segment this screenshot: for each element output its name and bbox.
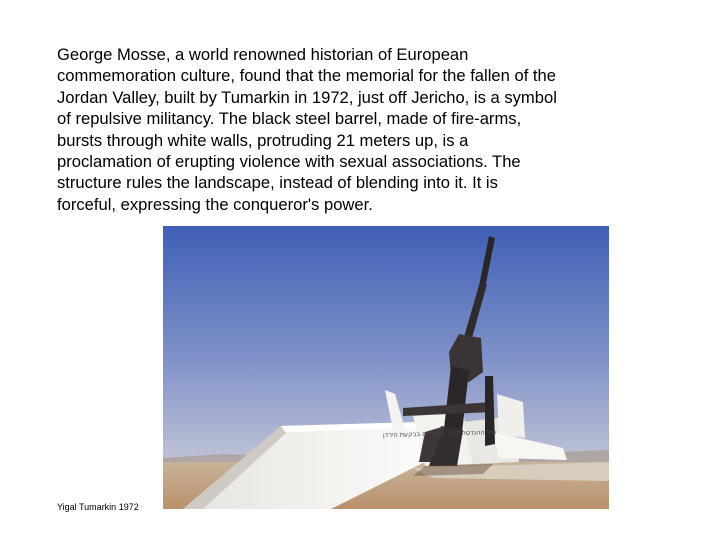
paragraph-line: George Mosse, a world renowned historian of European (57, 45, 469, 64)
wall-inscription: חיל ההנדסה לזכר הנופלים בבקעת הירדן (382, 428, 497, 439)
body-paragraph (57, 44, 667, 215)
paragraph-line: structure rules the landscape, instead of blending into it. It is (57, 173, 498, 193)
paragraph-line: proclamation of erupting violence with sexual associations. The (57, 152, 521, 172)
photo-caption: Yigal Tumarkin 1972 (57, 502, 139, 512)
memorial-illustration (163, 226, 609, 509)
paragraph-line: Jordan Valley, built by Tumarkin in 1972, just off Jericho, is a symbol (57, 87, 557, 107)
paragraph-line: of repulsive militancy. The black steel barrel, made of fire-arms, (57, 109, 522, 129)
memorial-photo (163, 226, 609, 509)
paragraph-line: bursts through white walls, protruding 21 meters up, is a (57, 130, 469, 150)
paragraph-line: commemoration culture, found that the memorial for the fallen of the (57, 66, 556, 86)
paragraph-line: forceful, expressing the conqueror's power. (57, 194, 373, 214)
